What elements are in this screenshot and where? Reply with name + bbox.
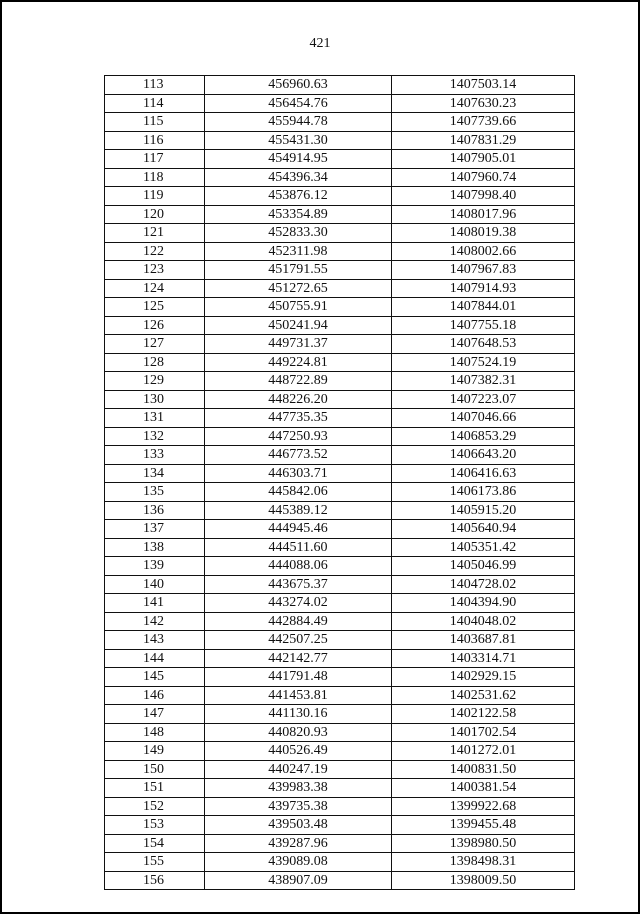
table-row	[105, 705, 575, 724]
table-row	[105, 520, 575, 539]
table-row	[105, 538, 575, 557]
table-row	[105, 150, 575, 169]
table-row	[105, 224, 575, 243]
table-row	[105, 353, 575, 372]
y-coordinate-cell: 1402929.15	[392, 668, 575, 687]
point-id-cell: 154	[105, 834, 205, 853]
point-id-cell: 114	[105, 94, 205, 113]
point-id-cell: 116	[105, 131, 205, 150]
y-coordinate-cell: 1399455.48	[392, 816, 575, 835]
point-id-cell: 142	[105, 612, 205, 631]
point-id-cell: 137	[105, 520, 205, 539]
x-coordinate-cell: 443675.37	[205, 575, 392, 594]
table-row	[105, 279, 575, 298]
y-coordinate-cell: 1403314.71	[392, 649, 575, 668]
point-id-cell: 143	[105, 631, 205, 650]
x-coordinate-cell: 449224.81	[205, 353, 392, 372]
table-row	[105, 557, 575, 576]
table-row	[105, 261, 575, 280]
table-row	[105, 94, 575, 113]
x-coordinate-cell: 451272.65	[205, 279, 392, 298]
point-id-cell: 156	[105, 871, 205, 890]
x-coordinate-cell: 439983.38	[205, 779, 392, 798]
point-id-cell: 148	[105, 723, 205, 742]
table-row	[105, 446, 575, 465]
x-coordinate-cell: 448722.89	[205, 372, 392, 391]
table-row	[105, 816, 575, 835]
y-coordinate-cell: 1408017.96	[392, 205, 575, 224]
point-id-cell: 124	[105, 279, 205, 298]
point-id-cell: 132	[105, 427, 205, 446]
y-coordinate-cell: 1398009.50	[392, 871, 575, 890]
table-row	[105, 686, 575, 705]
point-id-cell: 130	[105, 390, 205, 409]
table-row	[105, 501, 575, 520]
table-row	[105, 372, 575, 391]
table-row	[105, 871, 575, 890]
y-coordinate-cell: 1407967.83	[392, 261, 575, 280]
x-coordinate-cell: 441453.81	[205, 686, 392, 705]
point-id-cell: 123	[105, 261, 205, 280]
y-coordinate-cell: 1402122.58	[392, 705, 575, 724]
table-row	[105, 723, 575, 742]
x-coordinate-cell: 440526.49	[205, 742, 392, 761]
table-row	[105, 427, 575, 446]
y-coordinate-cell: 1401272.01	[392, 742, 575, 761]
y-coordinate-cell: 1405351.42	[392, 538, 575, 557]
point-id-cell: 145	[105, 668, 205, 687]
point-id-cell: 113	[105, 76, 205, 95]
table-row	[105, 316, 575, 335]
table-row	[105, 298, 575, 317]
point-id-cell: 125	[105, 298, 205, 317]
point-id-cell: 140	[105, 575, 205, 594]
table-row	[105, 335, 575, 354]
point-id-cell: 131	[105, 409, 205, 428]
x-coordinate-cell: 445842.06	[205, 483, 392, 502]
x-coordinate-cell: 439089.08	[205, 853, 392, 872]
table-row	[105, 612, 575, 631]
y-coordinate-cell: 1406416.63	[392, 464, 575, 483]
x-coordinate-cell: 442507.25	[205, 631, 392, 650]
x-coordinate-cell: 438907.09	[205, 871, 392, 890]
x-coordinate-cell: 448226.20	[205, 390, 392, 409]
x-coordinate-cell: 439735.38	[205, 797, 392, 816]
table-row	[105, 631, 575, 650]
point-id-cell: 122	[105, 242, 205, 261]
point-id-cell: 139	[105, 557, 205, 576]
y-coordinate-cell: 1403687.81	[392, 631, 575, 650]
y-coordinate-cell: 1398498.31	[392, 853, 575, 872]
y-coordinate-cell: 1406853.29	[392, 427, 575, 446]
y-coordinate-cell: 1408002.66	[392, 242, 575, 261]
y-coordinate-cell: 1404728.02	[392, 575, 575, 594]
y-coordinate-cell: 1408019.38	[392, 224, 575, 243]
point-id-cell: 118	[105, 168, 205, 187]
y-coordinate-cell: 1407998.40	[392, 187, 575, 206]
x-coordinate-cell: 440820.93	[205, 723, 392, 742]
y-coordinate-cell: 1404394.90	[392, 594, 575, 613]
y-coordinate-cell: 1407844.01	[392, 298, 575, 317]
table-row	[105, 575, 575, 594]
point-id-cell: 155	[105, 853, 205, 872]
table-row	[105, 649, 575, 668]
x-coordinate-cell: 439287.96	[205, 834, 392, 853]
point-id-cell: 133	[105, 446, 205, 465]
point-id-cell: 135	[105, 483, 205, 502]
table-row	[105, 205, 575, 224]
point-id-cell: 128	[105, 353, 205, 372]
y-coordinate-cell: 1405915.20	[392, 501, 575, 520]
y-coordinate-cell: 1400831.50	[392, 760, 575, 779]
x-coordinate-cell: 444511.60	[205, 538, 392, 557]
x-coordinate-cell: 447735.35	[205, 409, 392, 428]
table-row	[105, 760, 575, 779]
table-row	[105, 76, 575, 95]
y-coordinate-cell: 1407755.18	[392, 316, 575, 335]
y-coordinate-cell: 1407831.29	[392, 131, 575, 150]
table-row	[105, 464, 575, 483]
x-coordinate-cell: 450755.91	[205, 298, 392, 317]
table-row	[105, 409, 575, 428]
table-row	[105, 853, 575, 872]
x-coordinate-cell: 455944.78	[205, 113, 392, 132]
x-coordinate-cell: 454914.95	[205, 150, 392, 169]
x-coordinate-cell: 441130.16	[205, 705, 392, 724]
x-coordinate-cell: 456960.63	[205, 76, 392, 95]
point-id-cell: 126	[105, 316, 205, 335]
point-id-cell: 141	[105, 594, 205, 613]
y-coordinate-cell: 1405046.99	[392, 557, 575, 576]
x-coordinate-cell: 456454.76	[205, 94, 392, 113]
point-id-cell: 151	[105, 779, 205, 798]
x-coordinate-cell: 443274.02	[205, 594, 392, 613]
x-coordinate-cell: 442142.77	[205, 649, 392, 668]
x-coordinate-cell: 439503.48	[205, 816, 392, 835]
x-coordinate-cell: 454396.34	[205, 168, 392, 187]
y-coordinate-cell: 1407524.19	[392, 353, 575, 372]
y-coordinate-cell: 1406643.20	[392, 446, 575, 465]
y-coordinate-cell: 1399922.68	[392, 797, 575, 816]
table-row	[105, 668, 575, 687]
point-id-cell: 134	[105, 464, 205, 483]
x-coordinate-cell: 441791.48	[205, 668, 392, 687]
table-row	[105, 168, 575, 187]
x-coordinate-cell: 452833.30	[205, 224, 392, 243]
x-coordinate-cell: 440247.19	[205, 760, 392, 779]
table-row	[105, 742, 575, 761]
point-id-cell: 152	[105, 797, 205, 816]
point-id-cell: 150	[105, 760, 205, 779]
x-coordinate-cell: 446773.52	[205, 446, 392, 465]
page-number: 421	[309, 36, 331, 51]
y-coordinate-cell: 1398980.50	[392, 834, 575, 853]
x-coordinate-cell: 453354.89	[205, 205, 392, 224]
x-coordinate-cell: 455431.30	[205, 131, 392, 150]
x-coordinate-cell: 451791.55	[205, 261, 392, 280]
y-coordinate-cell: 1401702.54	[392, 723, 575, 742]
point-id-cell: 119	[105, 187, 205, 206]
table-row	[105, 131, 575, 150]
point-id-cell: 146	[105, 686, 205, 705]
point-id-cell: 138	[105, 538, 205, 557]
table-row	[105, 390, 575, 409]
x-coordinate-cell: 453876.12	[205, 187, 392, 206]
y-coordinate-cell: 1402531.62	[392, 686, 575, 705]
x-coordinate-cell: 450241.94	[205, 316, 392, 335]
point-id-cell: 147	[105, 705, 205, 724]
x-coordinate-cell: 447250.93	[205, 427, 392, 446]
table-row	[105, 187, 575, 206]
x-coordinate-cell: 452311.98	[205, 242, 392, 261]
y-coordinate-cell: 1407905.01	[392, 150, 575, 169]
x-coordinate-cell: 444088.06	[205, 557, 392, 576]
y-coordinate-cell: 1407914.93	[392, 279, 575, 298]
y-coordinate-cell: 1407648.53	[392, 335, 575, 354]
point-id-cell: 149	[105, 742, 205, 761]
y-coordinate-cell: 1407046.66	[392, 409, 575, 428]
x-coordinate-cell: 449731.37	[205, 335, 392, 354]
table-row	[105, 834, 575, 853]
x-coordinate-cell: 444945.46	[205, 520, 392, 539]
table-row	[105, 797, 575, 816]
point-id-cell: 136	[105, 501, 205, 520]
table-row	[105, 483, 575, 502]
table-row	[105, 779, 575, 798]
table-row	[105, 242, 575, 261]
point-id-cell: 121	[105, 224, 205, 243]
y-coordinate-cell: 1407223.07	[392, 390, 575, 409]
table-row	[105, 594, 575, 613]
point-id-cell: 120	[105, 205, 205, 224]
point-id-cell: 153	[105, 816, 205, 835]
y-coordinate-cell: 1400381.54	[392, 779, 575, 798]
y-coordinate-cell: 1407503.14	[392, 76, 575, 95]
y-coordinate-cell: 1405640.94	[392, 520, 575, 539]
point-id-cell: 127	[105, 335, 205, 354]
y-coordinate-cell: 1407960.74	[392, 168, 575, 187]
coordinate-table	[104, 75, 575, 890]
x-coordinate-cell: 446303.71	[205, 464, 392, 483]
x-coordinate-cell: 442884.49	[205, 612, 392, 631]
y-coordinate-cell: 1407630.23	[392, 94, 575, 113]
y-coordinate-cell: 1404048.02	[392, 612, 575, 631]
point-id-cell: 117	[105, 150, 205, 169]
point-id-cell: 115	[105, 113, 205, 132]
point-id-cell: 129	[105, 372, 205, 391]
y-coordinate-cell: 1406173.86	[392, 483, 575, 502]
table-row	[105, 113, 575, 132]
y-coordinate-cell: 1407739.66	[392, 113, 575, 132]
point-id-cell: 144	[105, 649, 205, 668]
y-coordinate-cell: 1407382.31	[392, 372, 575, 391]
x-coordinate-cell: 445389.12	[205, 501, 392, 520]
